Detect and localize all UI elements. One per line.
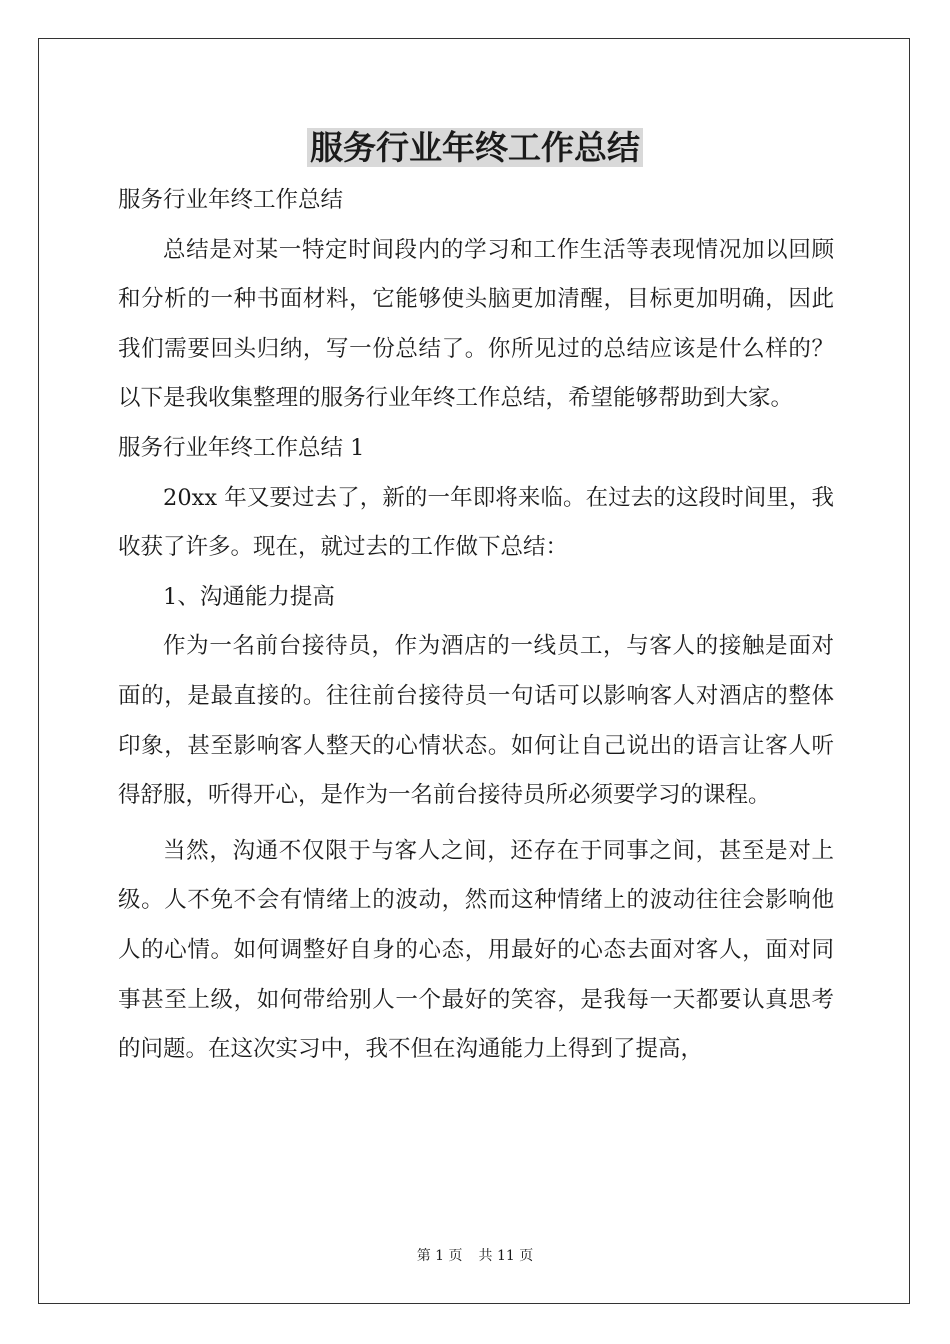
paragraph: 服务行业年终工作总结 xyxy=(118,187,344,213)
paragraph: 20xx 年又要过去了，新的一年即将来临。在过去的这段时间里，我收获了许多。现在，就过去的工作做下总结： xyxy=(118,484,834,561)
document-title-text: 服务行业年终工作总结 xyxy=(307,128,643,167)
page-number: 第 1 页 xyxy=(416,1248,463,1264)
paragraph: 当然，沟通不仅限于与客人之间，还存在于同事之间，甚至是对上级。人不免不会有情绪上的波动，然而这种情绪上的波动往往会影响他人的心情。如何调整好自身的心态，用最好的心态去面对客人，面对同事甚至上级，如何带给别人一个最好的笑容，是我每一天都要认真思考的问题。在这次实习中，我不但在沟通能力上得到了提高， xyxy=(118,837,834,1063)
sub-heading: 1、沟通能力提高 xyxy=(163,583,335,610)
section-heading: 服务行业年终工作总结 1 xyxy=(118,434,365,461)
paragraph: 作为一名前台接待员，作为酒店的一线员工，与客人的接触是面对面的，是最直接的。往往前台接待员一句话可以影响客人对酒店的整体印象，甚至影响客人整天的心情状态。如何让自己说出的语言让客人听得舒服，听得开心，是作为一名前台接待员所必须要学习的课程。 xyxy=(118,633,834,809)
document-title xyxy=(0,122,950,174)
page-total: 共 11 页 xyxy=(478,1248,534,1264)
page-footer xyxy=(0,1246,950,1266)
document-body xyxy=(118,176,834,1075)
paragraph: 总结是对某一特定时间段内的学习和工作生活等表现情况加以回顾和分析的一种书面材料，它能够使头脑更加清醒，目标更加明确，因此我们需要回头归纳，写一份总结了。你所见过的总结应该是什么样的？以下是我收集整理的服务行业年终工作总结，希望能够帮助到大家。 xyxy=(118,236,834,412)
